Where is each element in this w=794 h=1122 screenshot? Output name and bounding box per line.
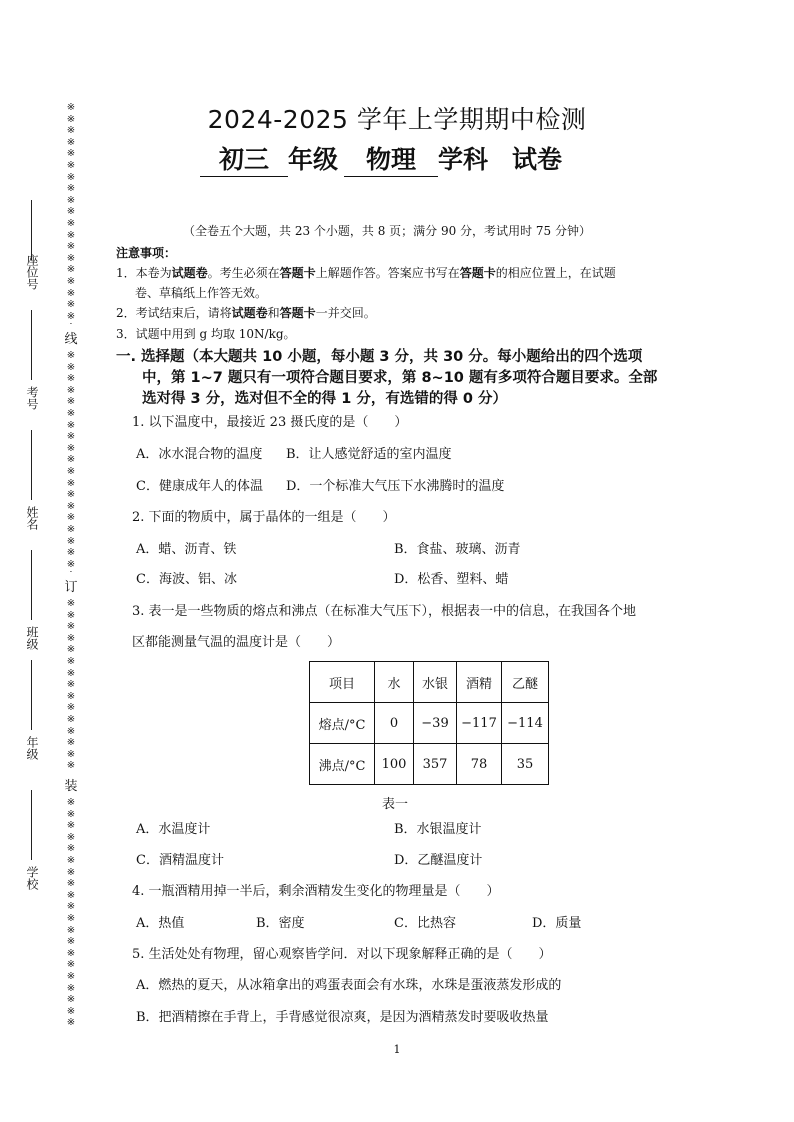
notice-2-b: 试题卷 [231, 306, 268, 320]
q4-stem: 4. 一瓶酒精用掉一半后，剩余酒精发生变化的物理量是（ ） [132, 884, 500, 899]
q3-option-b[interactable]: B．水银温度计 [394, 822, 482, 837]
school-field[interactable] [22, 790, 42, 890]
melting-boiling-table [309, 661, 549, 785]
table-header-cell: 酒精 [457, 662, 502, 703]
subject-word: 学科 [438, 145, 489, 174]
notice-1-b: 试题卷 [171, 266, 208, 280]
q3-option-a[interactable]: A．水温度计 [136, 822, 211, 837]
grade-word: 年级 [288, 145, 339, 174]
name-label: 姓名 [25, 506, 39, 530]
q1-option-a[interactable]: A．冰水混合物的温度 [136, 447, 263, 462]
table-cell: −39 [414, 703, 457, 744]
q1-option-c[interactable]: C．健康成年人的体温 [136, 479, 263, 494]
notice-2-c: 和 [267, 306, 280, 320]
table-cell: 35 [502, 744, 549, 785]
q4-option-a[interactable]: A．热值 [136, 916, 185, 931]
q5-option-a[interactable]: A．燃热的夏天，从冰箱拿出的鸡蛋表面会有水珠，水珠是蛋液蒸发形成的 [136, 978, 562, 993]
q5-option-b[interactable]: B．把酒精擦在手背上，手背感觉很凉爽，是因为酒精蒸发时要吸收热量 [136, 1010, 549, 1025]
table-cell: −117 [457, 703, 502, 744]
q2-option-b[interactable]: B．食盐、玻璃、沥青 [394, 542, 521, 557]
table-cell: 357 [414, 744, 457, 785]
binding-stars-mid2: ※※※※※※※※※※※※※※※ [66, 598, 76, 770]
table-cell: −114 [502, 703, 549, 744]
q2-option-c[interactable]: C．海波、铝、冰 [136, 572, 237, 587]
exam-number-field[interactable] [22, 310, 42, 410]
q3-stem-line1: 3. 表一是一些物质的熔点和沸点（在标准大气压下），根据表一中的信息，在我国各个地 [132, 604, 637, 619]
class-field[interactable] [22, 550, 42, 650]
table-header-cell: 乙醚 [502, 662, 549, 703]
exam-summary: （全卷五个大题，共 23 个小题，共 8 页；满分 90 分，考试用时 75 分钟） [183, 224, 591, 238]
notice-1-c: 。考生必须在 [207, 266, 280, 280]
notice-1-d: 答题卡 [279, 266, 316, 280]
notice-item-3: 3．试题中用到 g 均取 10N/kg。 [116, 327, 296, 341]
exam-subtitle [200, 140, 562, 177]
notice-item-1 [116, 265, 616, 282]
q2-option-d[interactable]: D．松香、塑料、蜡 [394, 572, 509, 587]
q3-stem-line2: 区都能测量气温的温度计是（ ） [132, 635, 341, 650]
binding-word-bind: 装 [64, 779, 78, 794]
q2-stem: 2. 下面的物质中，属于晶体的一组是（ ） [132, 510, 396, 525]
class-label: 班级 [25, 626, 39, 650]
q1-option-b[interactable]: B．让人感觉舒适的室内温度 [286, 447, 452, 462]
section-1-line2: 中，第 1~7 题只有一项符合题目要求，第 8~10 题有多项符合题目要求。全部 [142, 370, 658, 386]
q4-option-d[interactable]: D．质量 [532, 916, 582, 931]
table-row [310, 744, 549, 785]
q2-option-a[interactable]: A．蜡、沥青、铁 [136, 542, 237, 557]
page-number: 1 [393, 1043, 401, 1056]
table-cell: 78 [457, 744, 502, 785]
school-label: 学校 [25, 866, 39, 890]
section-1-line3: 选对得 3 分，选对但不全的得 1 分，有选错的得 0 分） [142, 391, 508, 407]
binding-stars-top: ※※※※※※※※※※※※※※※※※※※ [66, 102, 76, 322]
notice-1-e: 上解题作答。答案应书写在 [315, 266, 460, 280]
section-1-heading [116, 347, 686, 410]
paper-word: 试卷 [512, 145, 563, 174]
subject-blank: 物理 [344, 140, 438, 177]
table-header-cell: 项目 [310, 662, 375, 703]
binding-word-order: 订 [64, 580, 78, 595]
notice-2-a: 2．考试结束后，请将 [116, 306, 232, 320]
notice-1-a: 1．本卷为 [116, 266, 172, 280]
table-cell: 沸点/°C [310, 744, 375, 785]
q5-stem: 5. 生活处处有物理，留心观察皆学问．对以下现象解释正确的是（ ） [132, 947, 552, 962]
q4-option-c[interactable]: C．比热容 [394, 916, 456, 931]
binding-stars-bottom: ※※※※※※※※※※※※※※※※※※※※ [66, 797, 76, 1029]
notice-1-f: 答题卡 [459, 266, 496, 280]
grade-label: 年级 [25, 736, 39, 760]
table-cell: 0 [375, 703, 414, 744]
seat-number-label: 座位号 [25, 254, 39, 290]
notice-2-d: 答题卡 [279, 306, 316, 320]
grade-field[interactable] [22, 660, 42, 760]
q1-option-d[interactable]: D．一个标准大气压下水沸腾时的温度 [286, 479, 505, 494]
binding-stars-mid1: ※※※※※※※※※※※※※※※※※※※ [66, 350, 76, 570]
q4-option-b[interactable]: B．密度 [256, 916, 305, 931]
table-header-cell: 水银 [414, 662, 457, 703]
q3-option-d[interactable]: D．乙醚温度计 [394, 853, 483, 868]
notice-2-e: 一并交回。 [315, 306, 376, 320]
table-row [310, 703, 549, 744]
notice-1-g: 的相应位置上，在试题 [495, 266, 616, 280]
binding-word-line: 线 [64, 332, 78, 347]
table-cell: 100 [375, 744, 414, 785]
table-header-cell: 水 [375, 662, 414, 703]
q1-stem: 1. 以下温度中，最接近 23 摄氏度的是（ ） [132, 415, 408, 430]
name-field[interactable] [22, 430, 42, 530]
seat-number-field[interactable] [22, 200, 42, 290]
grade-blank: 初三 [200, 140, 288, 177]
notice-heading: 注意事项： [116, 246, 177, 260]
exam-number-label: 考号 [25, 386, 39, 410]
table-caption: 表一 [382, 797, 409, 812]
notice-item-1-line2: 卷、草稿纸上作答无效。 [135, 286, 268, 300]
exam-title: 2024-2025 学年上学期期中检测 [207, 105, 587, 134]
notice-item-2 [116, 305, 376, 322]
section-1-line1: 一. 选择题（本大题共 10 小题，每小题 3 分，共 30 分。每小题给出的四个选项 [116, 349, 643, 365]
q3-option-c[interactable]: C．酒精温度计 [136, 853, 224, 868]
table-cell: 熔点/°C [310, 703, 375, 744]
table-header-row [310, 662, 549, 703]
